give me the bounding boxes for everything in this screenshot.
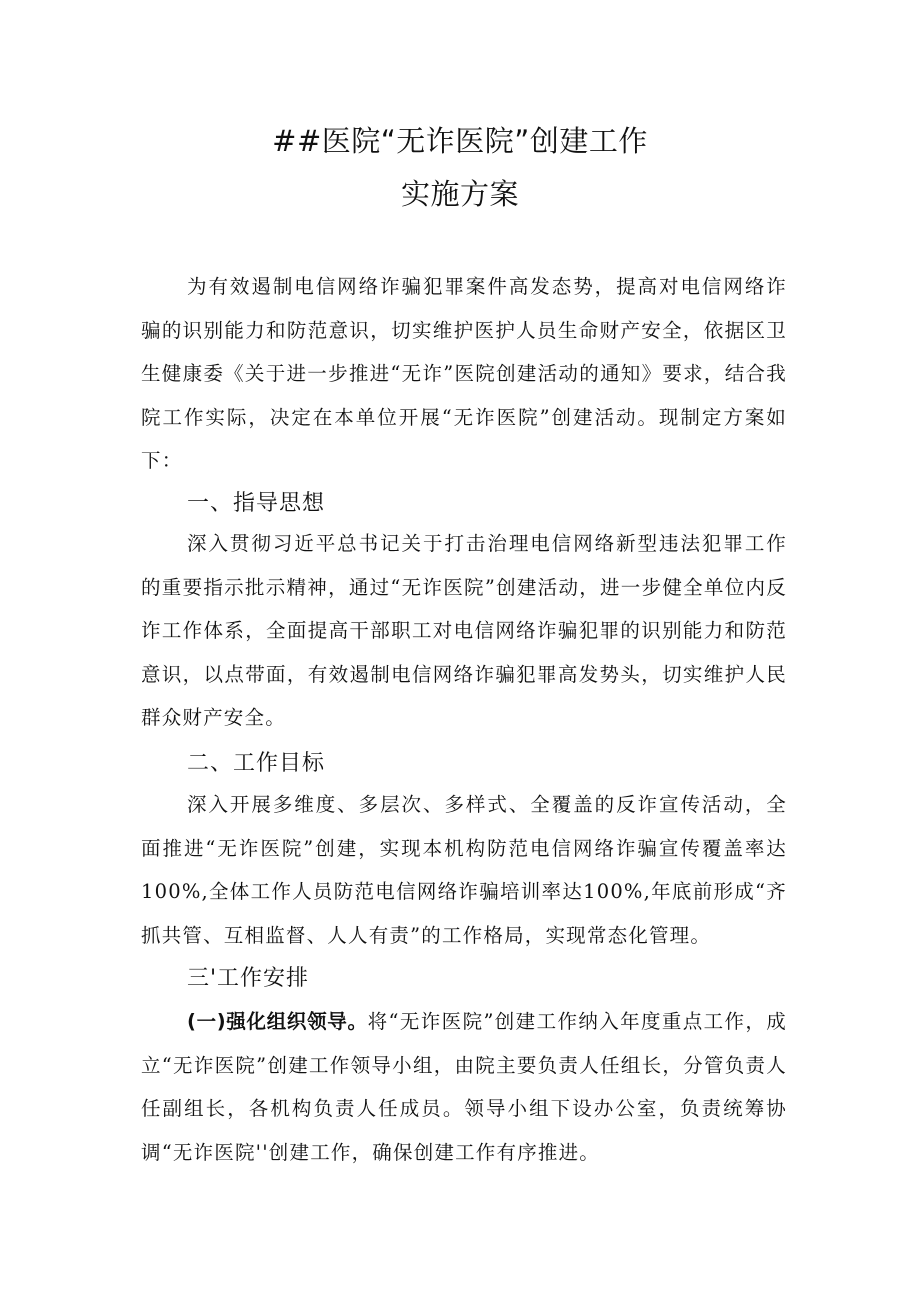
intro-paragraph: 为有效遏制电信网络诈骗犯罪案件高发态势，提高对电信网络诈骗的识别能力和防范意识，切实维护医护人员生命财产安全，依据区卫生健康委《关于进一步推进“无诈”医院创建活动的通知》要求，结合我院工作实际，决定在本单位开展“无诈医院”创建活动。现制定方案如下： <box>141 275 787 472</box>
section-work-goals-body: 深入开展多维度、多层次、多样式、全覆盖的反诈宣传活动，全面推进“无诈医院”创建，实现本机构防范电信网络诈骗宣传覆盖率达100%,全体工作人员防范电信网络诈骗培训率达100%,年底前形成“齐抓共管、互相监督、人人有责”的工作格局，实现常态化管理。 <box>141 793 787 947</box>
subsection-body: 将“无诈医院”创建工作纳入年度重点工作，成立“无诈医院”创建工作领导小组，由院主要负责人任组长，分管负责人任副组长，各机构负责人任成员。领导小组下设办公室，负责统筹协调“无诈医院''创建工作，确保创建工作有序推进。 <box>141 1010 787 1164</box>
section-guiding-ideology-body: 深入贯彻习近平总书记关于打击治理电信网络新型违法犯罪工作的重要指示批示精神，通过“无诈医院”创建活动，进一步健全单位内反诈工作体系，全面提高干部职工对电信网络诈骗犯罪的识别能力和防范意识，以点带面，有效遏制电信网络诈骗犯罪高发势头，切实维护人民群众财产安全。 <box>141 532 787 729</box>
subsection-organization-leadership <box>141 1000 787 1174</box>
document-subtitle: 实施方案 <box>400 177 519 211</box>
subsection-lead: (一)强化组织领导。 <box>187 1010 368 1033</box>
section-heading-work-goals: 二、工作目标 <box>187 751 326 776</box>
section-heading-guiding-ideology: 一、指导思想 <box>187 491 326 516</box>
section-heading-work-arrangement: 三'工作安排 <box>187 966 310 991</box>
document-title: ##医院“无诈医院”创建工作 <box>272 124 648 158</box>
